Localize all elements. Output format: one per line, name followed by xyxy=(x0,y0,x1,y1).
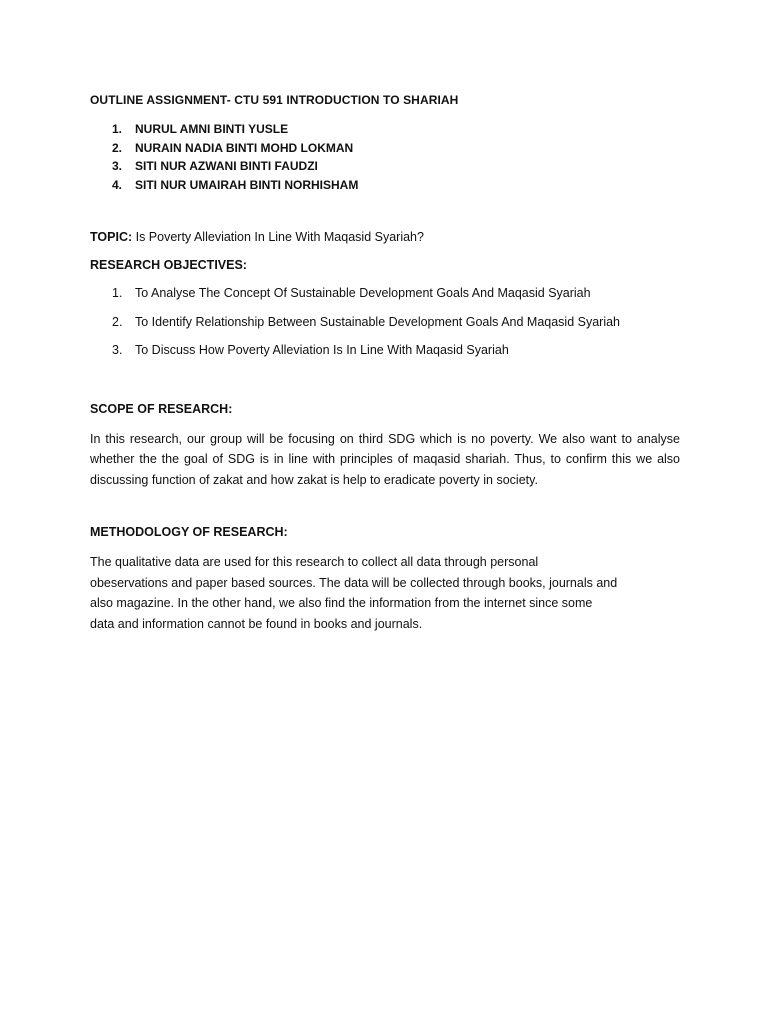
objective-text: To Discuss How Poverty Alleviation Is In Line With Maqasid Syariah xyxy=(135,343,509,357)
objectives-list xyxy=(90,284,680,370)
member-name: SITI NUR UMAIRAH BINTI NORHISHAM xyxy=(135,177,359,192)
methodology-line: also magazine. In the other hand, we also find the information from the internet since some xyxy=(90,596,593,610)
objective-number: 2. xyxy=(112,314,123,329)
member-item xyxy=(90,139,680,158)
member-number: 4. xyxy=(112,177,123,192)
member-item xyxy=(90,157,680,176)
member-name: NURAIN NADIA BINTI MOHD LOKMAN xyxy=(135,140,354,155)
objective-text: To Analyse The Concept Of Sustainable Development Goals And Maqasid Syariah xyxy=(135,286,591,300)
topic-label: TOPIC: xyxy=(90,230,133,244)
scope-heading: SCOPE OF RESEARCH: xyxy=(90,401,233,416)
methodology-line: The qualitative data are used for this research to collect all data through personal xyxy=(90,555,539,569)
methodology-line: data and information cannot be found in books and journals. xyxy=(90,616,423,631)
member-number: 2. xyxy=(112,140,123,155)
topic-line xyxy=(90,230,680,244)
member-item xyxy=(90,120,680,139)
topic-text: Is Poverty Alleviation In Line With Maqasid Syariah? xyxy=(132,230,424,244)
objective-text: To Identify Relationship Between Sustainable Development Goals And Maqasid Syariah xyxy=(135,314,621,329)
member-list xyxy=(90,120,680,194)
member-number: 3. xyxy=(112,159,123,173)
member-name: SITI NUR AZWANI BINTI FAUDZI xyxy=(135,159,318,173)
methodology-heading: METHODOLOGY OF RESEARCH: xyxy=(90,525,288,539)
objective-item xyxy=(90,341,680,370)
member-number: 1. xyxy=(112,122,123,136)
scope-paragraph: In this research, our group will be focusing on third SDG which is no poverty. We also want to analyse whether the the goal of SDG is in line with principles of maqasid shariah. Thus, to confirm this we also discussing function of zakat and how zakat is help to eradicate poverty in society. xyxy=(90,431,680,487)
methodology-paragraph xyxy=(90,552,680,634)
document-title: OUTLINE ASSIGNMENT- CTU 591 INTRODUCTION TO SHARIAH xyxy=(90,93,459,107)
objective-item xyxy=(90,284,680,313)
document-content xyxy=(90,93,680,634)
member-name: NURUL AMNI BINTI YUSLE xyxy=(135,122,289,136)
objective-number: 3. xyxy=(112,343,123,357)
methodology-line: obeservations and paper based sources. The data will be collected through books, journals and xyxy=(90,575,618,590)
objective-number: 1. xyxy=(112,286,123,300)
objective-item xyxy=(90,313,680,342)
objectives-heading: RESEARCH OBJECTIVES: xyxy=(90,258,247,272)
member-item xyxy=(90,176,680,195)
